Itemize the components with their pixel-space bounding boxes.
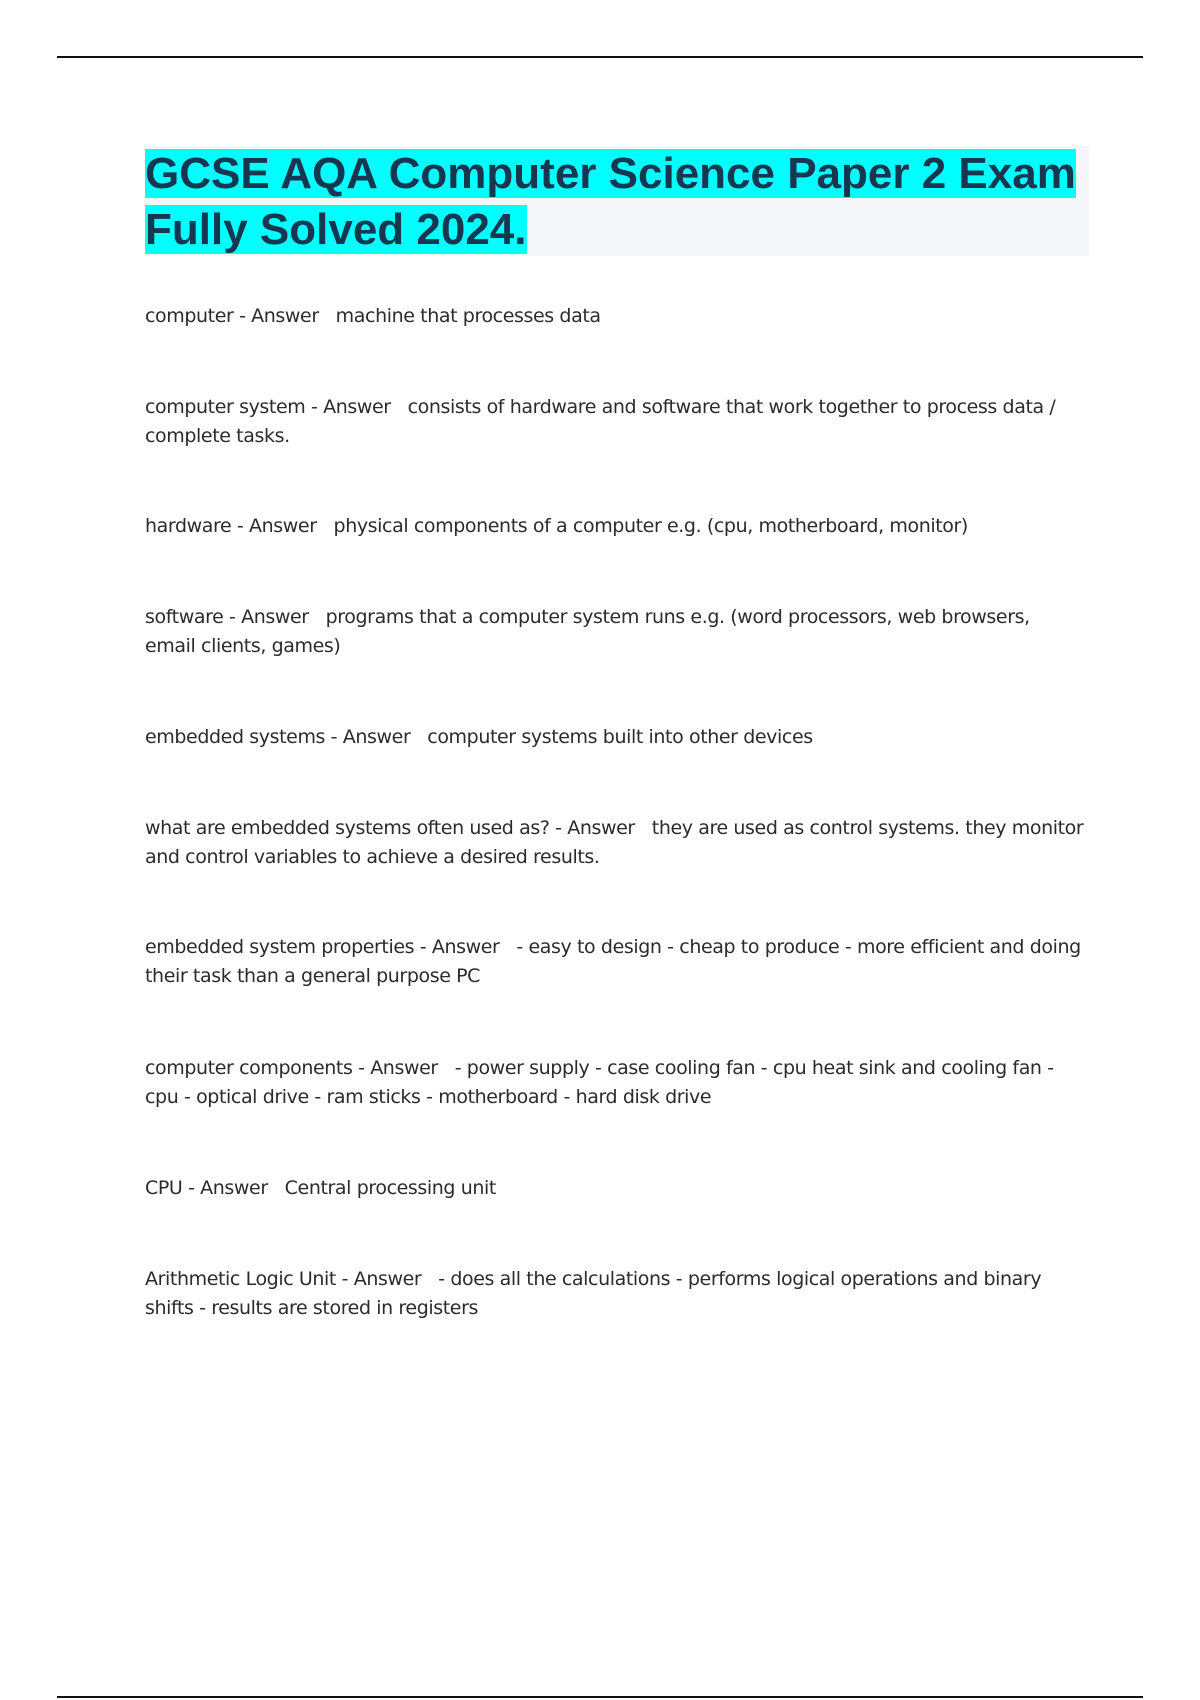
entry-term: Arithmetic Logic Unit: [145, 1268, 336, 1290]
qa-entry: [145, 933, 1085, 991]
qa-entry: [145, 723, 1085, 752]
entry-separator: - Answer: [182, 1177, 285, 1199]
top-rule: [57, 56, 1143, 58]
entry-term: computer system: [145, 396, 306, 418]
entry-separator: - Answer: [231, 515, 334, 537]
entry-separator: - Answer: [233, 305, 336, 327]
entry-separator: - Answer: [325, 726, 428, 748]
entry-answer: machine that processes data: [335, 305, 601, 327]
entry-separator: - Answer: [549, 817, 652, 839]
qa-entry: [145, 1054, 1085, 1112]
qa-entry: [145, 302, 1085, 331]
entry-answer: physical components of a computer e.g. (cpu, motherboard, monitor): [333, 515, 968, 537]
qa-entry: [145, 1174, 1085, 1203]
entry-term: embedded systems: [145, 726, 326, 748]
entry-term: computer components: [145, 1057, 353, 1079]
entry-separator: - Answer: [414, 936, 517, 958]
entry-separator: - Answer: [305, 396, 408, 418]
entry-term: CPU: [145, 1177, 183, 1199]
entry-separator: - Answer: [335, 1268, 439, 1290]
entry-term: software: [145, 606, 224, 628]
entry-term: computer: [145, 305, 234, 327]
entry-term: what are embedded systems often used as?: [145, 817, 550, 839]
entry-term: embedded system properties: [145, 936, 415, 958]
entry-separator: - Answer: [223, 606, 326, 628]
entry-answer: computer systems built into other devices: [427, 726, 813, 748]
entry-answer: programs that a computer system runs e.g. (word processors, web browsers, email clients, games): [145, 606, 1030, 657]
qa-entry: [145, 603, 1085, 661]
entry-answer: - does all the calculations - performs logical operations and binary shifts - results are stored in registers: [145, 1268, 1042, 1319]
entry-separator: - Answer: [352, 1057, 455, 1079]
qa-entry: [145, 393, 1085, 451]
qa-entry: [145, 814, 1085, 872]
entry-answer: - power supply - case cooling fan - cpu heat sink and cooling fan - cpu - optical drive - ram sticks - motherboard - hard disk drive: [145, 1057, 1054, 1108]
qa-entry: [145, 1265, 1085, 1323]
bottom-rule: [57, 1696, 1143, 1698]
entry-answer: - easy to design - cheap to produce - more efficient and doing their task than a general purpose PC: [145, 936, 1081, 987]
entry-answer: consists of hardware and software that work together to process data / complete tasks.: [145, 396, 1056, 447]
entry-term: hardware: [145, 515, 232, 537]
qa-entry: [145, 512, 1085, 541]
title-highlight: GCSE AQA Computer Science Paper 2 Exam Fully Solved 2024.: [145, 149, 1076, 254]
entry-answer: Central processing unit: [284, 1177, 496, 1199]
document-title: [145, 146, 1085, 258]
entry-answer: they are used as control systems. they monitor and control variables to achieve a desired results.: [145, 817, 1084, 868]
